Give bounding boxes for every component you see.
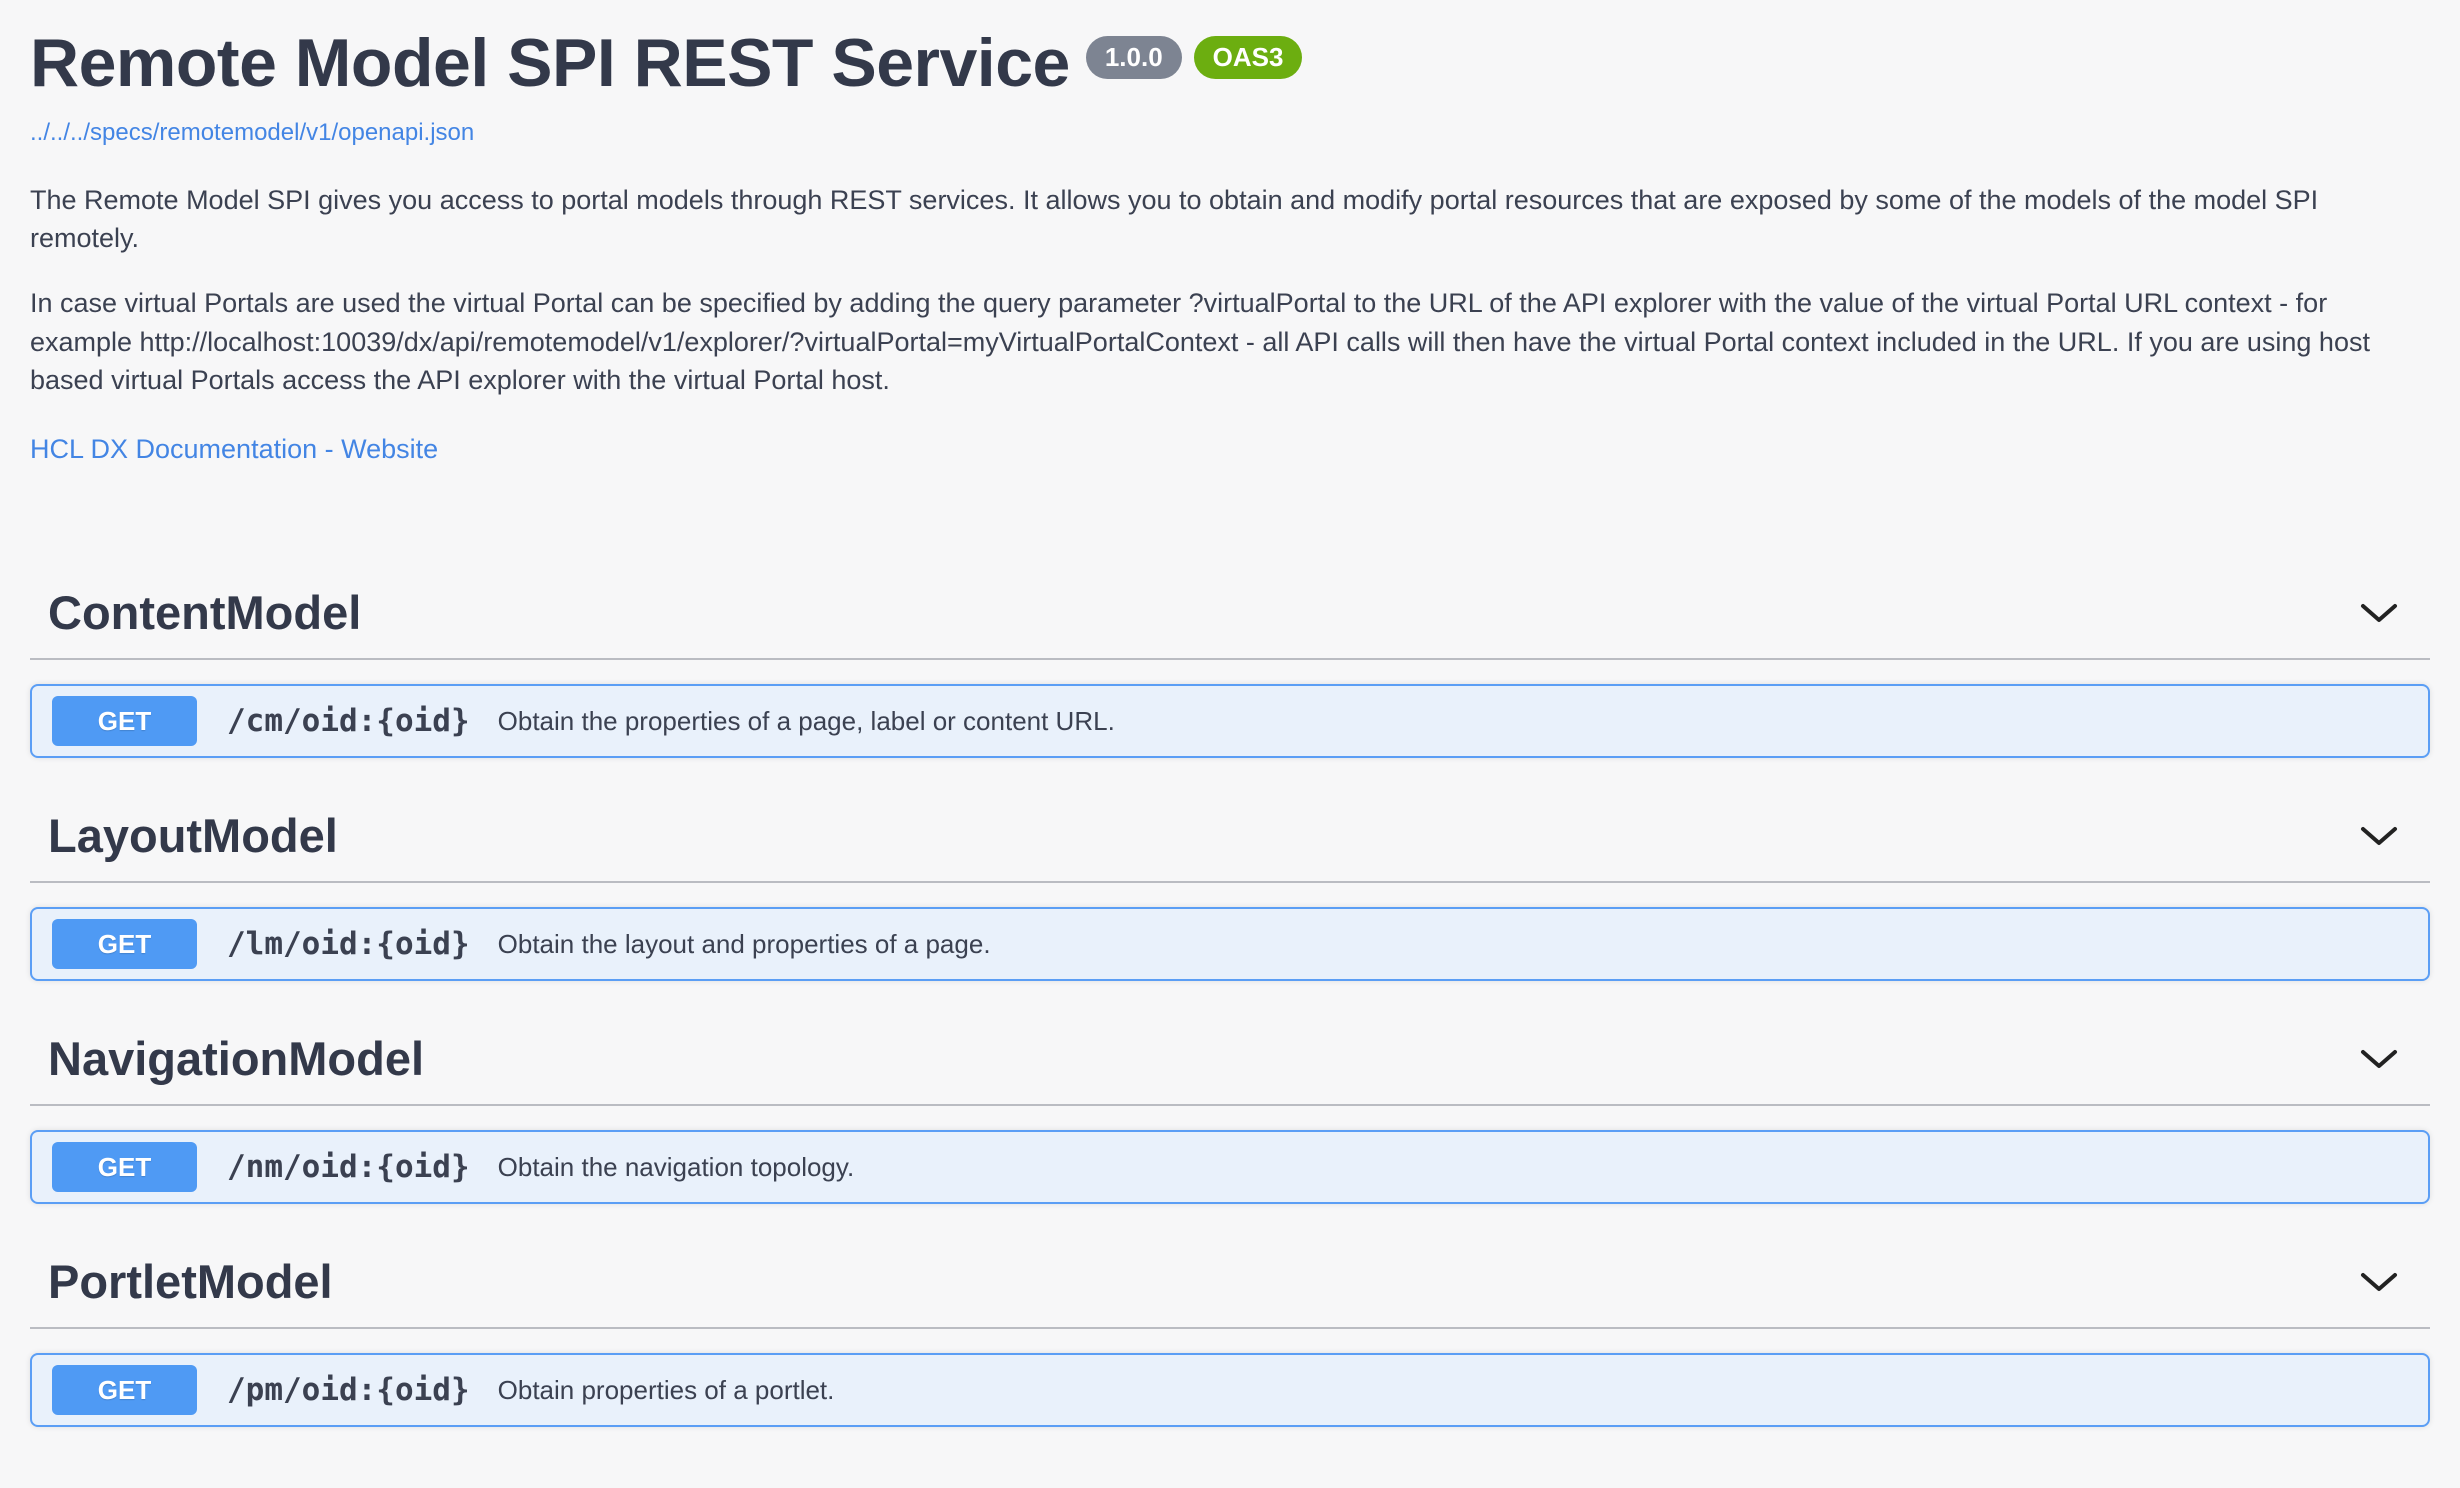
operation-summary: Obtain the layout and properties of a page. <box>497 928 991 959</box>
tag-section-navigationmodel <box>30 981 2430 1204</box>
operation-row-get-cm-oid[interactable] <box>30 684 2430 758</box>
description-paragraph-2: In case virtual Portals are used the virtual Portal can be specified by adding the query parameter ?virtualPortal to the URL of the API explorer with the value of the virtual Portal URL context - for example http://localhost:10039/dx/api/remotemodel/v1/explorer/?virtualPortal=myVirtualPortalContext - all API calls will then have the virtual Portal context included in the URL. If you are using host based virtual Portals access the API explorer with the virtual Portal host. <box>30 288 2370 396</box>
description-paragraph-1: The Remote Model SPI gives you access to portal models through REST services. It allows you to obtain and modify portal resources that are exposed by some of the models of the model SPI remotely. <box>30 184 2319 254</box>
hcl-dx-documentation-link[interactable]: HCL DX Documentation - Website <box>30 434 439 465</box>
api-tag-list <box>30 535 2430 1427</box>
chevron-down-icon[interactable] <box>2360 1272 2398 1292</box>
oas3-badge: OAS3 <box>1194 36 1303 79</box>
api-info-section <box>30 0 2430 465</box>
get-method-badge: GET <box>52 1365 197 1415</box>
title-badges <box>1086 36 1303 79</box>
chevron-down-icon[interactable] <box>2360 1049 2398 1069</box>
operation-summary: Obtain properties of a portlet. <box>497 1374 835 1405</box>
operation-row-get-nm-oid[interactable] <box>30 1130 2430 1204</box>
tag-section-contentmodel <box>30 535 2430 758</box>
operation-row-get-pm-oid[interactable] <box>30 1353 2430 1427</box>
tag-header-portletmodel[interactable] <box>30 1204 2430 1329</box>
operation-path: /lm/oid:{oid} <box>227 926 470 963</box>
tag-header-contentmodel[interactable] <box>30 535 2430 660</box>
tag-title: PortletModel <box>48 1255 333 1309</box>
operation-row-get-lm-oid[interactable] <box>30 907 2430 981</box>
chevron-down-icon[interactable] <box>2360 603 2398 623</box>
tag-title: LayoutModel <box>48 809 338 863</box>
operation-path: /nm/oid:{oid} <box>227 1149 470 1186</box>
get-method-badge: GET <box>52 919 197 969</box>
api-description <box>30 181 2430 400</box>
tag-section-portletmodel <box>30 1204 2430 1427</box>
version-badge: 1.0.0 <box>1086 36 1182 79</box>
operation-path: /cm/oid:{oid} <box>227 703 470 740</box>
page-title: Remote Model SPI REST Service <box>30 25 1070 101</box>
tag-title: NavigationModel <box>48 1032 425 1086</box>
operation-path: /pm/oid:{oid} <box>227 1372 470 1409</box>
tag-header-navigationmodel[interactable] <box>30 981 2430 1106</box>
tag-title: ContentModel <box>48 586 362 640</box>
tag-section-layoutmodel <box>30 758 2430 981</box>
get-method-badge: GET <box>52 696 197 746</box>
title-row <box>30 26 2430 101</box>
chevron-down-icon[interactable] <box>2360 826 2398 846</box>
get-method-badge: GET <box>52 1142 197 1192</box>
tag-header-layoutmodel[interactable] <box>30 758 2430 883</box>
openapi-spec-link[interactable]: ../../../specs/remotemodel/v1/openapi.json <box>30 118 475 146</box>
operation-summary: Obtain the navigation topology. <box>497 1151 855 1182</box>
operation-summary: Obtain the properties of a page, label or content URL. <box>497 705 1115 736</box>
